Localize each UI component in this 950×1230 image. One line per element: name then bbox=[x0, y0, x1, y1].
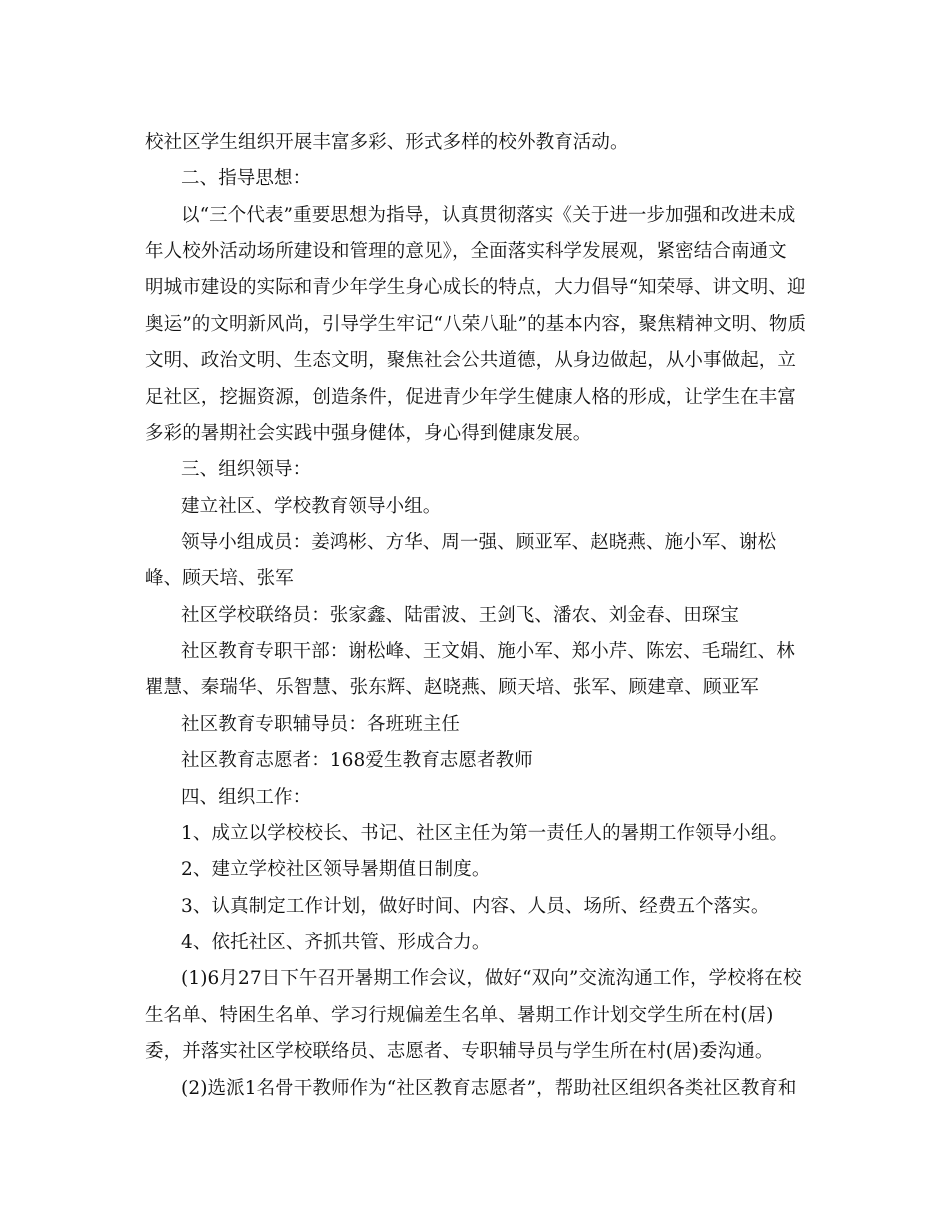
text-line: 社区教育专职辅导员：各班班主任 bbox=[181, 714, 461, 735]
text-line: 明城市建设的实际和青少年学生身心成长的特点，大力倡导“知荣辱、讲文明、迎 bbox=[145, 277, 806, 298]
section-heading: 三、组织领导： bbox=[181, 459, 312, 480]
section-heading: 四、组织工作： bbox=[181, 787, 312, 808]
list-item: 4、依托社区、齐抓共管、形成合力。 bbox=[181, 932, 491, 953]
list-item: 3、认真制定工作计划，做好时间、内容、人员、场所、经费五个落实。 bbox=[181, 896, 770, 917]
text-line: 足社区，挖掘资源，创造条件，促进青少年学生健康人格的形成，让学生在丰富 bbox=[145, 387, 797, 408]
text-line: 生名单、特困生名单、学习行规偏差生名单、暑期工作计划交学生所在村(居) bbox=[145, 1005, 774, 1026]
text-line: 建立社区、学校教育领导小组。 bbox=[181, 496, 442, 517]
text-line: 以“三个代表”重要思想为指导，认真贯彻落实《关于进一步加强和改进未成 bbox=[181, 205, 796, 226]
text-line: (1)6月27日下午召开暑期工作会议，做好“双向”交流沟通工作，学校将在校 bbox=[181, 968, 802, 989]
text-line: 校社区学生组织开展丰富多彩、形式多样的校外教育活动。 bbox=[145, 132, 629, 153]
text-line: 奥运”的文明新风尚，引导学生牢记“八荣八耻”的基本内容，聚焦精神文明、物质 bbox=[145, 314, 807, 335]
text-line: 年人校外活动场所建设和管理的意见》，全面落实科学发展观，紧密结合南通文 bbox=[145, 241, 787, 262]
text-line: 瞿慧、秦瑞华、乐智慧、张东辉、赵晓燕、顾天培、张军、顾建章、顾亚军 bbox=[145, 677, 759, 698]
text-line: 领导小组成员：姜鸿彬、方华、周一强、顾亚军、赵晓燕、施小军、谢松 bbox=[181, 532, 777, 553]
text-line: 社区教育专职干部：谢松峰、王文娟、施小军、郑小芹、陈宏、毛瑞红、林 bbox=[181, 641, 795, 662]
section-heading: 二、指导思想： bbox=[181, 168, 312, 189]
text-line: 多彩的暑期社会实践中强身健体，身心得到健康发展。 bbox=[145, 423, 592, 444]
text-line: (2)选派1名骨干教师作为“社区教育志愿者”，帮助社区组织各类社区教育和 bbox=[181, 1078, 797, 1099]
list-item: 1、成立以学校校长、书记、社区主任为第一责任人的暑期工作领导小组。 bbox=[181, 823, 789, 844]
list-item: 2、建立学校社区领导暑期值日制度。 bbox=[181, 859, 491, 880]
text-line: 峰、顾天培、张军 bbox=[145, 568, 294, 589]
text-line: 社区教育志愿者：168爱生教育志愿者教师 bbox=[181, 750, 533, 771]
text-line: 社区学校联络员：张家鑫、陆雷波、王剑飞、潘农、刘金春、田琛宝 bbox=[181, 605, 740, 626]
text-line: 委，并落实社区学校联络员、志愿者、专职辅导员与学生所在村(居)委沟通。 bbox=[145, 1041, 774, 1062]
text-line: 文明、政治文明、生态文明，聚焦社会公共道德，从身边做起，从小事做起，立 bbox=[145, 350, 797, 371]
